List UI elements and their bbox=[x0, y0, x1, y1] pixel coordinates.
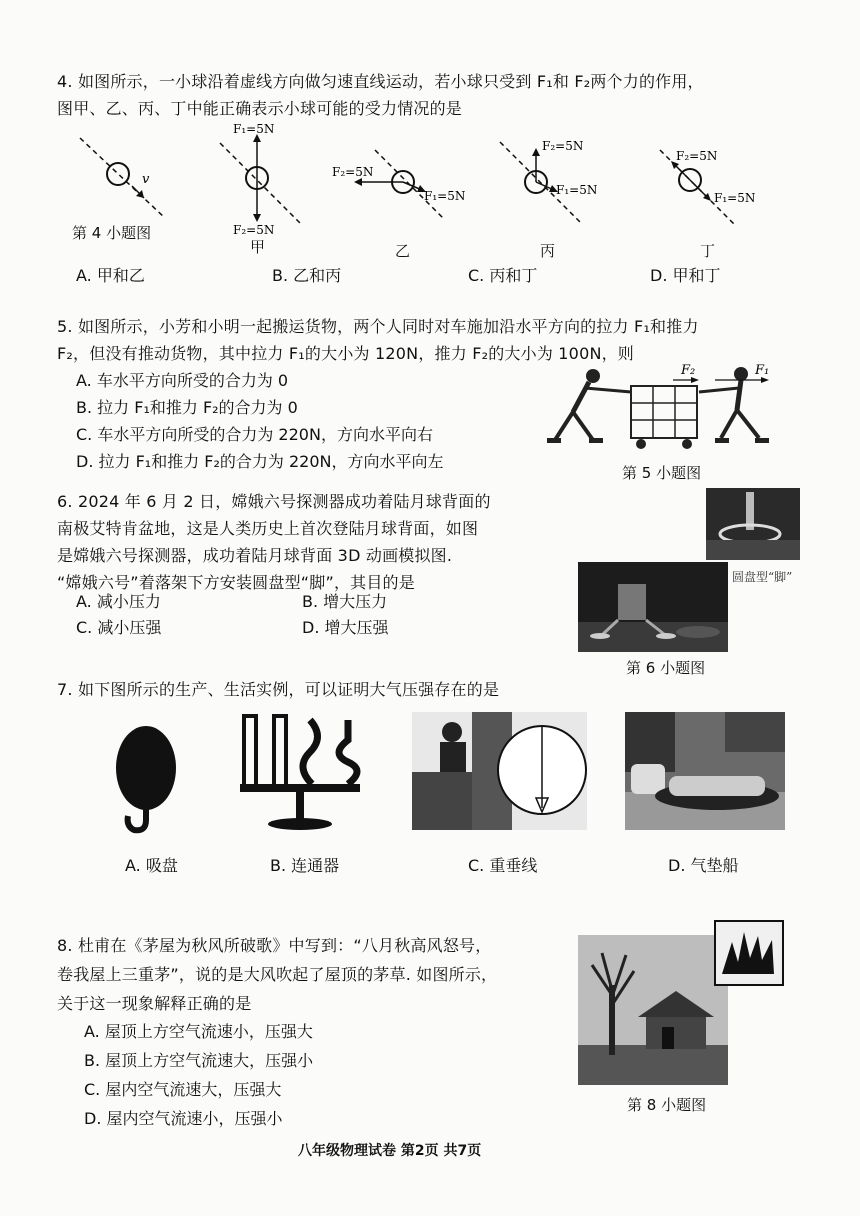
q6-main-photo bbox=[578, 562, 728, 652]
q6-option-c: C. 减小压强 bbox=[76, 618, 162, 637]
q6-stem-line1: 6. 2024 年 6 月 2 日，嫦娥六号探测器成功着陆月球背面的 bbox=[57, 492, 491, 511]
q6-option-b: B. 增大压力 bbox=[302, 592, 388, 611]
q7-option-d: D. 气垫船 bbox=[668, 856, 739, 875]
q5-option-b: B. 拉力 F₁和推力 F₂的合力为 0 bbox=[76, 398, 298, 417]
q7-plumb-line-image bbox=[412, 712, 587, 830]
q4-bing-f2-label: F₂=5N bbox=[542, 139, 584, 153]
q8-inset-image bbox=[714, 920, 784, 986]
q4-stem-line2: 图甲、乙、丙、丁中能正确表示小球可能的受力情况的是 bbox=[57, 99, 463, 118]
q4-reference-figure bbox=[70, 128, 180, 228]
q5-stem-line2: F₂，但没有推动货物，其中拉力 F₁的大小为 120N，推力 F₂的大小为 100N，则 bbox=[57, 344, 635, 363]
q5-f2-label: F₂ bbox=[681, 363, 696, 378]
q8-option-b: B. 屋顶上方空气流速大，压强小 bbox=[84, 1051, 314, 1070]
q7-stem-line1: 7. 如下图所示的生产、生活实例，可以证明大气压强存在的是 bbox=[57, 680, 500, 699]
q6-figure-caption: 第 6 小题图 bbox=[626, 659, 706, 677]
q4-panel-jia-name: 甲 bbox=[250, 238, 266, 256]
q4-jia-f2-label: F₂=5N bbox=[233, 223, 275, 237]
q8-figure-caption: 第 8 小题图 bbox=[627, 1096, 707, 1114]
q7-option-b: B. 连通器 bbox=[270, 856, 340, 875]
q4-jia-f1-label: F₁=5N bbox=[233, 122, 275, 136]
q4-figure-caption: 第 4 小题图 bbox=[72, 224, 152, 242]
q6-callout-label: 圆盘型“脚” bbox=[732, 570, 793, 584]
q6-inset-photo bbox=[706, 488, 800, 560]
q5-figure-caption: 第 5 小题图 bbox=[622, 464, 702, 482]
q4-panel-bing-name: 丙 bbox=[540, 242, 556, 260]
q5-option-c: C. 车水平方向所受的合力为 220N，方向水平向右 bbox=[76, 425, 433, 444]
q6-stem-line4: “嫦娥六号”着落架下方安装圆盘型“脚”，其目的是 bbox=[57, 573, 415, 592]
q8-stem-line3: 关于这一现象解释正确的是 bbox=[57, 994, 252, 1013]
q8-cottage-image bbox=[578, 935, 728, 1085]
q4-panel-ding bbox=[650, 140, 780, 235]
q5-stem-line1: 5. 如图所示，小芳和小明一起搬运货物，两个人同时对车施加沿水平方向的拉力 F₁和推力 bbox=[57, 317, 699, 336]
q7-connected-vessels-image bbox=[230, 712, 380, 837]
q4-yi-f1-label: F₁=5N bbox=[424, 189, 466, 203]
q7-option-c: C. 重垂线 bbox=[468, 856, 538, 875]
q8-option-c: C. 屋内空气流速大，压强大 bbox=[84, 1080, 282, 1099]
q8-stem-line2: 卷我屋上三重茅”，说的是大风吹起了屋顶的茅草. 如图所示， bbox=[57, 965, 498, 984]
q7-option-a: A. 吸盘 bbox=[125, 856, 178, 875]
q4-option-d: D. 甲和丁 bbox=[650, 266, 721, 285]
q4-option-a: A. 甲和乙 bbox=[76, 266, 145, 285]
q5-f1-label: F₁ bbox=[755, 363, 770, 378]
q8-option-a: A. 屋顶上方空气流速小，压强大 bbox=[84, 1022, 313, 1041]
q4-panel-yi-name: 乙 bbox=[395, 242, 411, 260]
q4-panel-bing bbox=[490, 132, 620, 232]
q8-stem-line1: 8. 杜甫在《茅屋为秋风所破歌》中写到：“八月秋高风怒号， bbox=[57, 936, 492, 955]
q4-panel-jia bbox=[205, 118, 315, 238]
q7-suction-cup-image bbox=[108, 716, 188, 836]
q4-ding-f1-label: F₁=5N bbox=[714, 191, 756, 205]
q4-panel-yi bbox=[330, 140, 470, 230]
q6-stem-line2: 南极艾特肯盆地，这是人类历史上首次登陆月球背面，如图 bbox=[57, 519, 479, 538]
q4-ding-f2-label: F₂=5N bbox=[676, 149, 718, 163]
q4-yi-f2-label: F₂=5N bbox=[332, 165, 374, 179]
q5-option-a: A. 车水平方向所受的合力为 0 bbox=[76, 371, 289, 390]
q4-option-c: C. 丙和丁 bbox=[468, 266, 538, 285]
q8-option-d: D. 屋内空气流速小，压强小 bbox=[84, 1109, 283, 1128]
q6-stem-line3: 是嫦娥六号探测器，成功着陆月球背面 3D 动画模拟图. bbox=[57, 546, 453, 565]
q5-option-d: D. 拉力 F₁和推力 F₂的合力为 220N，方向水平向左 bbox=[76, 452, 444, 471]
q4-option-b: B. 乙和丙 bbox=[272, 266, 342, 285]
q6-option-a: A. 减小压力 bbox=[76, 592, 161, 611]
page-footer: 八年级物理试卷 第2页 共7页 bbox=[298, 1143, 482, 1159]
q4-bing-f1-label: F₁=5N bbox=[556, 183, 598, 197]
q4-stem-line1: 4. 如图所示，一小球沿着虚线方向做匀速直线运动，若小球只受到 F₁和 F₂两个力的作用， bbox=[57, 72, 704, 91]
q6-option-d: D. 增大压强 bbox=[302, 618, 389, 637]
q4-v-label: v bbox=[142, 172, 150, 187]
q7-hovercraft-image bbox=[625, 712, 785, 830]
q4-panel-ding-name: 丁 bbox=[700, 242, 716, 260]
q5-figure bbox=[545, 362, 780, 457]
